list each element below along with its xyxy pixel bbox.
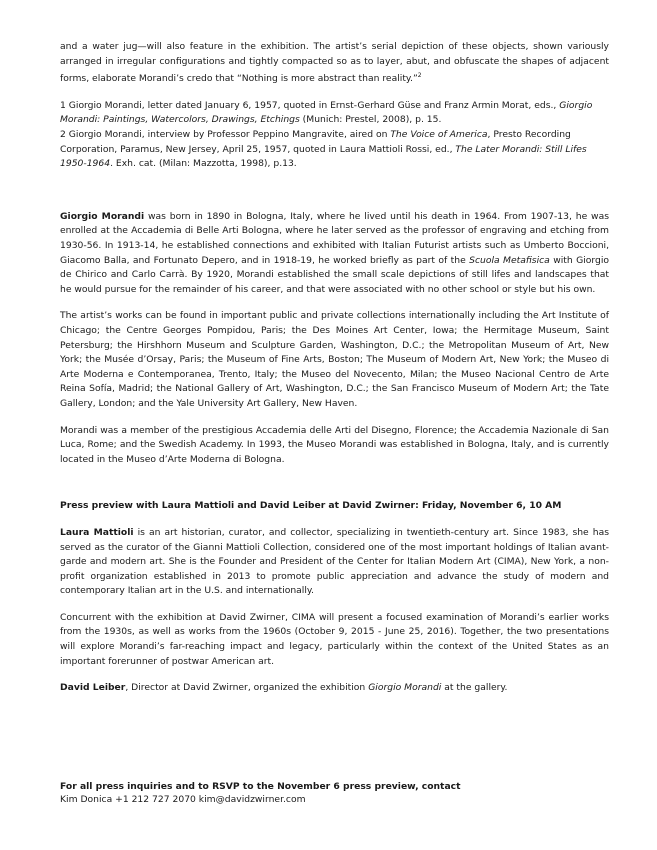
- laura-mattioli-paragraph: Laura Mattioli is an art historian, curator, and collector, specializing in twentieth-century art. Since 1983, she has served as the curator of the Gianni Mattioli Collection, considered one of the most important holdings of Italian avant-garde and modern art. She is the Founder and President of the Center for Italian Modern Art (CIMA), New York, a non-profit organization established in 2013 to promote public appreciation and advance the study of modern and contemporary Italian art in the U.S. and internationally.: [60, 526, 609, 597]
- footnote-2: 2 Giorgio Morandi, interview by Professor Peppino Mangravite, aired on The Voice of America, Presto Recording Corporation, Paramus, New Jersey, April 25, 1957, quoted in Laura Mattioli Rossi, ed., The Later Morandi: Still Lifes 1950-1964. Exh. cat. (Milan: Mazzotta, 1998), p.13.: [60, 129, 587, 170]
- david-leiber-paragraph: David Leiber, Director at David Zwirner, organized the exhibition Giorgio Morandi at the gallery.: [60, 682, 508, 694]
- footnote-1: 1 Giorgio Morandi, letter dated January 6, 1957, quoted in Ernst-Gerhard Güse and Franz Armin Morat, eds., Giorgio Morandi: Paintings, Watercolors, Drawings, Etchings (Munich: Prestel, 2008), p. 15.: [60, 99, 593, 126]
- bio-paragraph-membership: Morandi was a member of the prestigious Accademia delle Arti del Disegno, Florence; the Accademia Nazionale di San Luca, Rome; and the Swedish Academy. In 1993, the Museo Morandi was established in Bologna, Italy, and is currently located in the Museo d’Arte Moderna di Bologna.: [60, 424, 609, 465]
- press-preview-heading: Press preview with Laura Mattioli and David Leiber at David Zwirner: Friday, November 6, 10 AM: [60, 500, 562, 512]
- press-contact-line: Kim Donica +1 212 727 2070 kim@davidzwirner.com: [60, 794, 306, 805]
- press-inquiries-heading: For all press inquiries and to RSVP to the November 6 press preview, contact: [60, 781, 461, 792]
- bio-paragraph-collections: The artist’s works can be found in important public and private collections internationally including the Art Institute of Chicago; the Centre Georges Pompidou, Paris; the Des Moines Art Center, Iowa; the Hermitage Museum, Saint Petersburg; the Hirshhorn Museum and Sculpture Garden, Washington, D.C.; the Metropolitan Museum of Art, New York; the Musée d’Orsay, Paris; the Museum of Fine Arts, Boston; The Museum of Modern Art, New York; the Museo di Arte Moderna e Contemporanea, Trento, Italy; the Museo del Novecento, Milan; the Museo Nacional Centro de Arte Reina Sofía, Madrid; the National Gallery of Art, Washington, D.C.; the San Francisco Museum of Modern Art; the Tate Gallery, London; and the Yale University Art Gallery, New Haven.: [60, 310, 609, 409]
- intro-paragraph: and a water jug—will also feature in the exhibition. The artist’s serial depiction of these objects, shown variously arranged in irregular configurations and tightly compacted so as to layer, abut, and obfuscate the shapes of adjacent forms, elaborate Morandi’s credo that “Nothing is more abstract than reality.”$^2$: [60, 41, 609, 85]
- concurrent-paragraph: Concurrent with the exhibition at David Zwirner, CIMA will present a focused examination of Morandi’s earlier works from the 1930s, as well as works from the 1960s (October 9, 2015 - June 25, 2016). Together, the two presentations will explore Morandi’s far-reaching impact and legacy, particularly within the context of the United States as an important forerunner of postwar American art.: [60, 611, 609, 667]
- bio-paragraph-1: Giorgio Morandi was born in 1890 in Bologna, Italy, where he lived until his death in 1964. From 1907-13, he was enrolled at the Accademia di Belle Arti Bologna, where he later served as the professor of engraving and etching from 1930-56. In 1913-14, he established connections and exhibited with Italian Futurist artists such as Umberto Boccioni, Giacomo Balla, and Fortunato Depero, and in 1918-19, he worked briefly as part of the Scuola Metafisica with Giorgio de Chirico and Carlo Carrà. By 1920, Morandi established the small scale depictions of still lifes and landscapes that he would pursue for the remainder of his career, and that were associated with no other school or style but his own.: [60, 210, 610, 295]
- press-contact-footer: [60, 780, 609, 806]
- document-body: [60, 40, 609, 696]
